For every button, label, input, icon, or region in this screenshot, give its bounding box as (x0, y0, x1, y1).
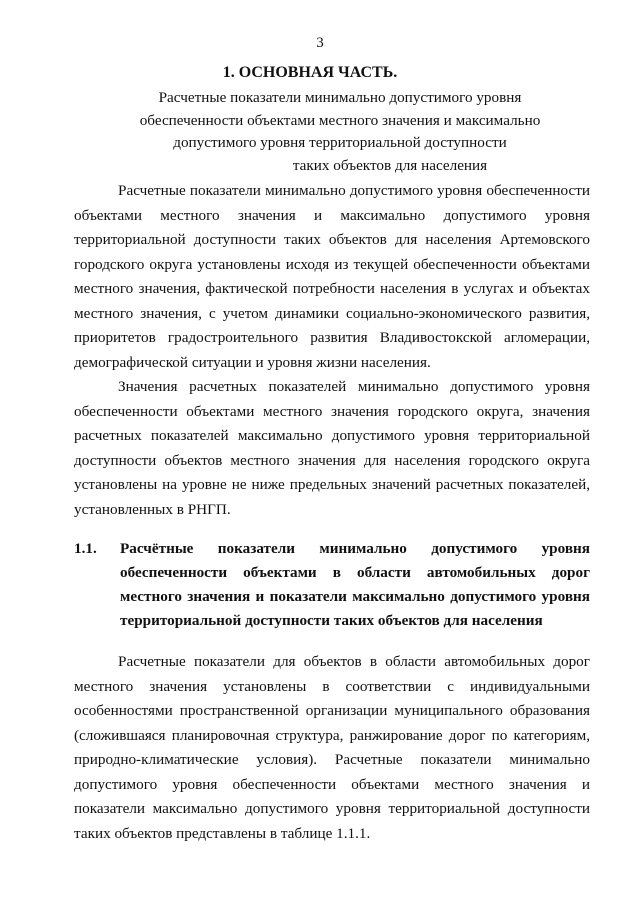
page-number: 3 (316, 35, 324, 51)
body-paragraph-1: Расчетные показатели минимально допустимого уровня обеспеченности объектами местного значения и максимально допустимого уровня территориальной доступности таких объектов для населения Артемовского городского округа установлены исходя из текущей обеспеченности объектами местного значения, фактической потребности населения в услугах и объектах местного значения, с учетом динамики социально-экономического развития, приоритетов градостроительного развития Владивостокской агломерации, демографической ситуации и уровня жизни населения. (74, 182, 590, 371)
subtitle-line: Расчетные показатели минимально допустимого уровня (158, 89, 522, 106)
subsection-heading: Расчётные показатели минимально допустимого уровня обеспеченности объектами в области автомобильных дорог местного значения и показатели максимально допустимого уровня территориальной доступности таких объектов для населения (120, 540, 590, 629)
section-title: 1. ОСНОВНАЯ ЧАСТЬ. (222, 64, 398, 81)
body-paragraph-2: Значения расчетных показателей минимально допустимого уровня обеспеченности объектами местного значения городского округа, значения расчетных показателей максимально допустимого уровня территориальной доступности объектов местного значения для населения городского округа установлены на уровне не ниже предельных значений расчетных показателей, установленных в РНГП. (74, 378, 590, 518)
section-subtitle (115, 87, 565, 177)
body-paragraph-3: Расчетные показатели для объектов в области автомобильных дорог местного значения установлены в соответствии с индивидуальными особенностями пространственной организации муниципального образования (сложившаяся планировочная структура, ранжирование дорог по категориям, природно-климатические условия). Расчетные показатели минимально допустимого уровня обеспеченности объектами местного значения и показатели максимально допустимого уровня территориальной доступности таких объектов представлены в таблице 1.1.1. (74, 653, 590, 842)
subtitle-line: обеспеченности объектами местного значения и максимально (139, 111, 541, 129)
subtitle-line: таких объектов для населения (292, 156, 488, 174)
subsection-heading-block (74, 537, 590, 633)
subtitle-line: допустимого уровня территориальной доступности (173, 134, 507, 151)
subsection-number: 1.1. (74, 540, 97, 557)
